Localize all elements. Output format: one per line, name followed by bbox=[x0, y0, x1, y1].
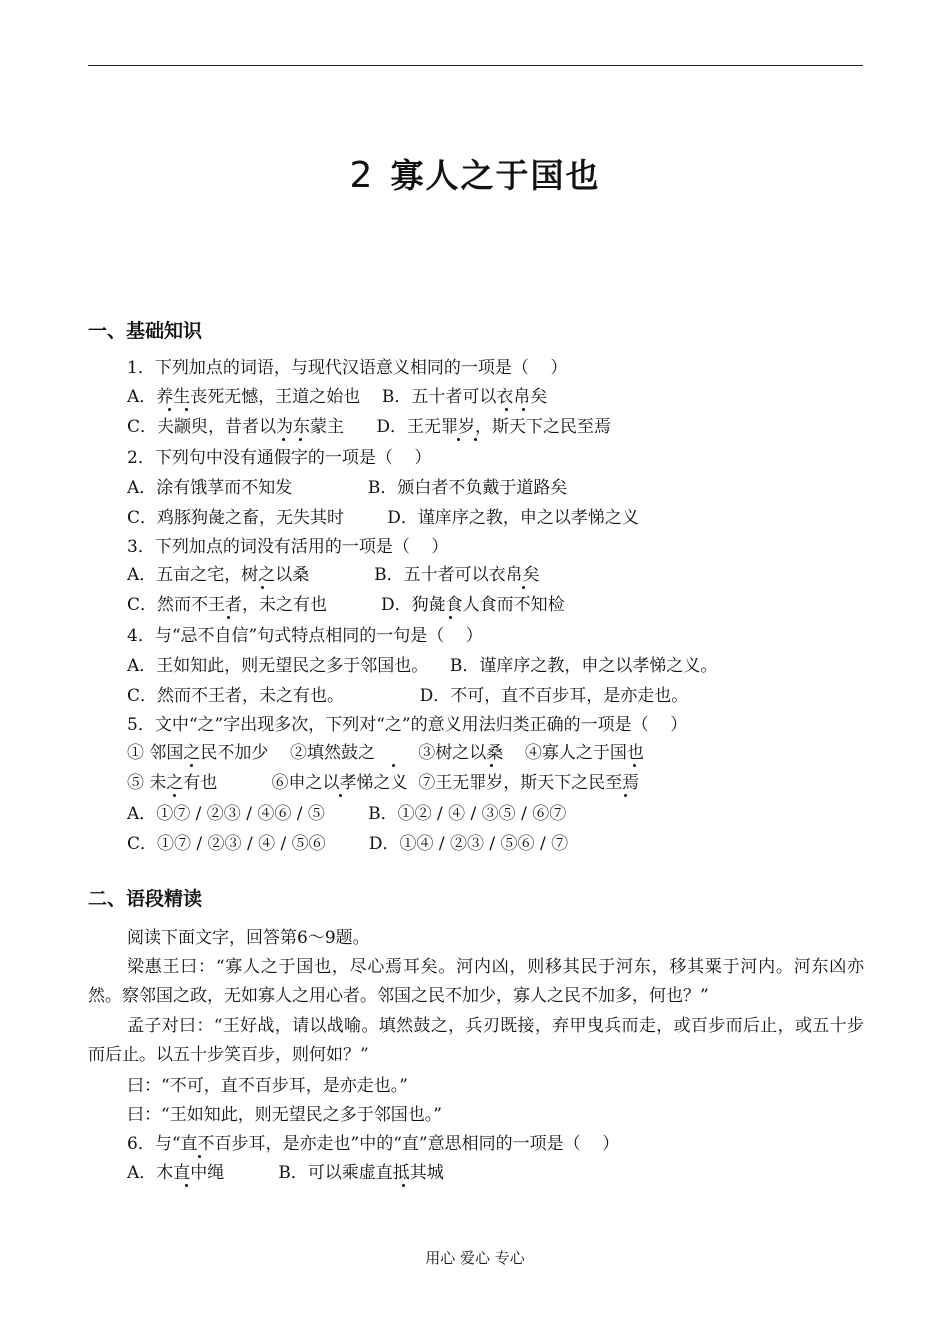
question-3-options-cd: C．然而不王者，未之有也 D．狗彘食人食而不知检 bbox=[127, 595, 565, 615]
question-1: 1．下列加点的词语，与现代汉语意义相同的一项是（ ） bbox=[127, 358, 568, 378]
emphasis-dot bbox=[282, 438, 285, 441]
question-4-options-cd: C．然而不王者，未之有也。 D．不可，直不百步耳，是亦走也。 bbox=[127, 686, 689, 706]
emphasis-dot bbox=[190, 764, 193, 767]
question-2-options-cd: C．鸡豚狗彘之畜，无失其时 D．谨庠序之教，申之以孝悌之义 bbox=[127, 508, 639, 528]
section-heading-basics: 一、基础知识 bbox=[88, 320, 203, 342]
emphasis-dot bbox=[227, 616, 230, 619]
question-5: 5．文中“之”字出现多次，下列对“之”的意义用法归类正确的一项是（ ） bbox=[127, 715, 688, 735]
question-6-options: A．木直中绳 B．可以乘虚直抵其城 bbox=[127, 1163, 444, 1183]
question-5-options-cd: C．①⑦ / ②③ / ④ / ⑤⑥ D．①④ / ②③ / ⑤⑥ / ⑦ bbox=[127, 834, 569, 854]
emphasis-dot bbox=[402, 1184, 405, 1187]
emphasis-dot bbox=[522, 586, 525, 589]
question-4: 4．与“忌不自信”句式特点相同的一句是（ ） bbox=[127, 626, 483, 646]
emphasis-dot bbox=[185, 408, 188, 411]
emphasis-dot bbox=[633, 764, 636, 767]
passage-line-3: 曰：“不可，直不百步耳，是亦走也。” bbox=[127, 1076, 408, 1096]
question-2: 2．下列句中没有通假字的一项是（ ） bbox=[127, 448, 432, 468]
emphasis-dot bbox=[624, 794, 627, 797]
emphasis-dot bbox=[449, 616, 452, 619]
lesson-title: 寡人之于国也 bbox=[390, 156, 601, 195]
emphasis-dot bbox=[505, 408, 508, 411]
emphasis-dot bbox=[185, 1184, 188, 1187]
question-3: 3．下列加点的词没有活用的一项是（ ） bbox=[127, 537, 449, 557]
question-5-items-1-4: ① 邻国之民不加少 ②填然鼓之 ③树之以桑 ④寡人之于国也 bbox=[127, 743, 644, 763]
page-title bbox=[0, 150, 950, 197]
question-6: 6．与“直不百步耳，是亦走也”中的“直”意思相同的一项是（ ） bbox=[127, 1134, 620, 1154]
section-heading-reading: 二、语段精读 bbox=[88, 888, 203, 910]
lesson-number: 2 bbox=[349, 155, 375, 196]
emphasis-dot bbox=[474, 438, 477, 441]
passage-paragraph-2: 孟子对曰：“王好战，请以战喻。填然鼓之，兵刃既接，弃甲曳兵而走，或百步而后止，或五十步而后止。以五十步笑百步，则何如？” bbox=[88, 1016, 864, 1065]
emphasis-dot bbox=[457, 438, 460, 441]
emphasis-dot bbox=[522, 408, 525, 411]
emphasis-dot bbox=[299, 438, 302, 441]
question-5-items-5-7: ⑤ 未之有也 ⑥申之以孝悌之义 ⑦王无罪岁，斯天下之民至焉 bbox=[127, 773, 640, 793]
header-rule bbox=[88, 65, 863, 66]
emphasis-dot bbox=[261, 586, 264, 589]
question-5-options-ab: A．①⑦ / ②③ / ④⑥ / ⑤ B．①② / ④ / ③⑤ / ⑥⑦ bbox=[127, 804, 567, 824]
passage-paragraph-1: 梁惠王曰：“寡人之于国也，尽心焉耳矣。河内凶，则移其民于河东，移其粟于河内。河东凶亦然。察邻国之政，无如寡人之用心者。邻国之民不加少，寡人之民不加多，何也？” bbox=[88, 957, 864, 1006]
question-3-options-ab: A．五亩之宅，树之以桑 B．五十者可以衣帛矣 bbox=[127, 565, 540, 585]
page-footer: 用心 爱心 专心 bbox=[425, 1249, 525, 1267]
question-2-options-ab: A．涂有饿莩而不知发 B．颁白者不负戴于道路矣 bbox=[127, 478, 568, 498]
passage-line-4: 曰：“王如知此，则无望民之多于邻国也。” bbox=[127, 1105, 442, 1125]
emphasis-dot bbox=[168, 408, 171, 411]
emphasis-dot bbox=[339, 794, 342, 797]
question-1-options-ab: A．养生丧死无憾，王道之始也 B．五十者可以衣帛矣 bbox=[127, 387, 548, 407]
emphasis-dot bbox=[490, 764, 493, 767]
emphasis-dot bbox=[173, 794, 176, 797]
question-4-options-ab: A．王如知此，则无望民之多于邻国也。 B．谨庠序之教，申之以孝悌之义。 bbox=[127, 656, 718, 676]
question-1-options-cd: C．夫颛臾，昔者以为东蒙主 D．王无罪岁，斯天下之民至焉 bbox=[127, 417, 612, 437]
emphasis-dot bbox=[392, 764, 395, 767]
reading-intro: 阅读下面文字，回答第6～9题。 bbox=[127, 928, 370, 948]
emphasis-dot bbox=[198, 1155, 201, 1158]
